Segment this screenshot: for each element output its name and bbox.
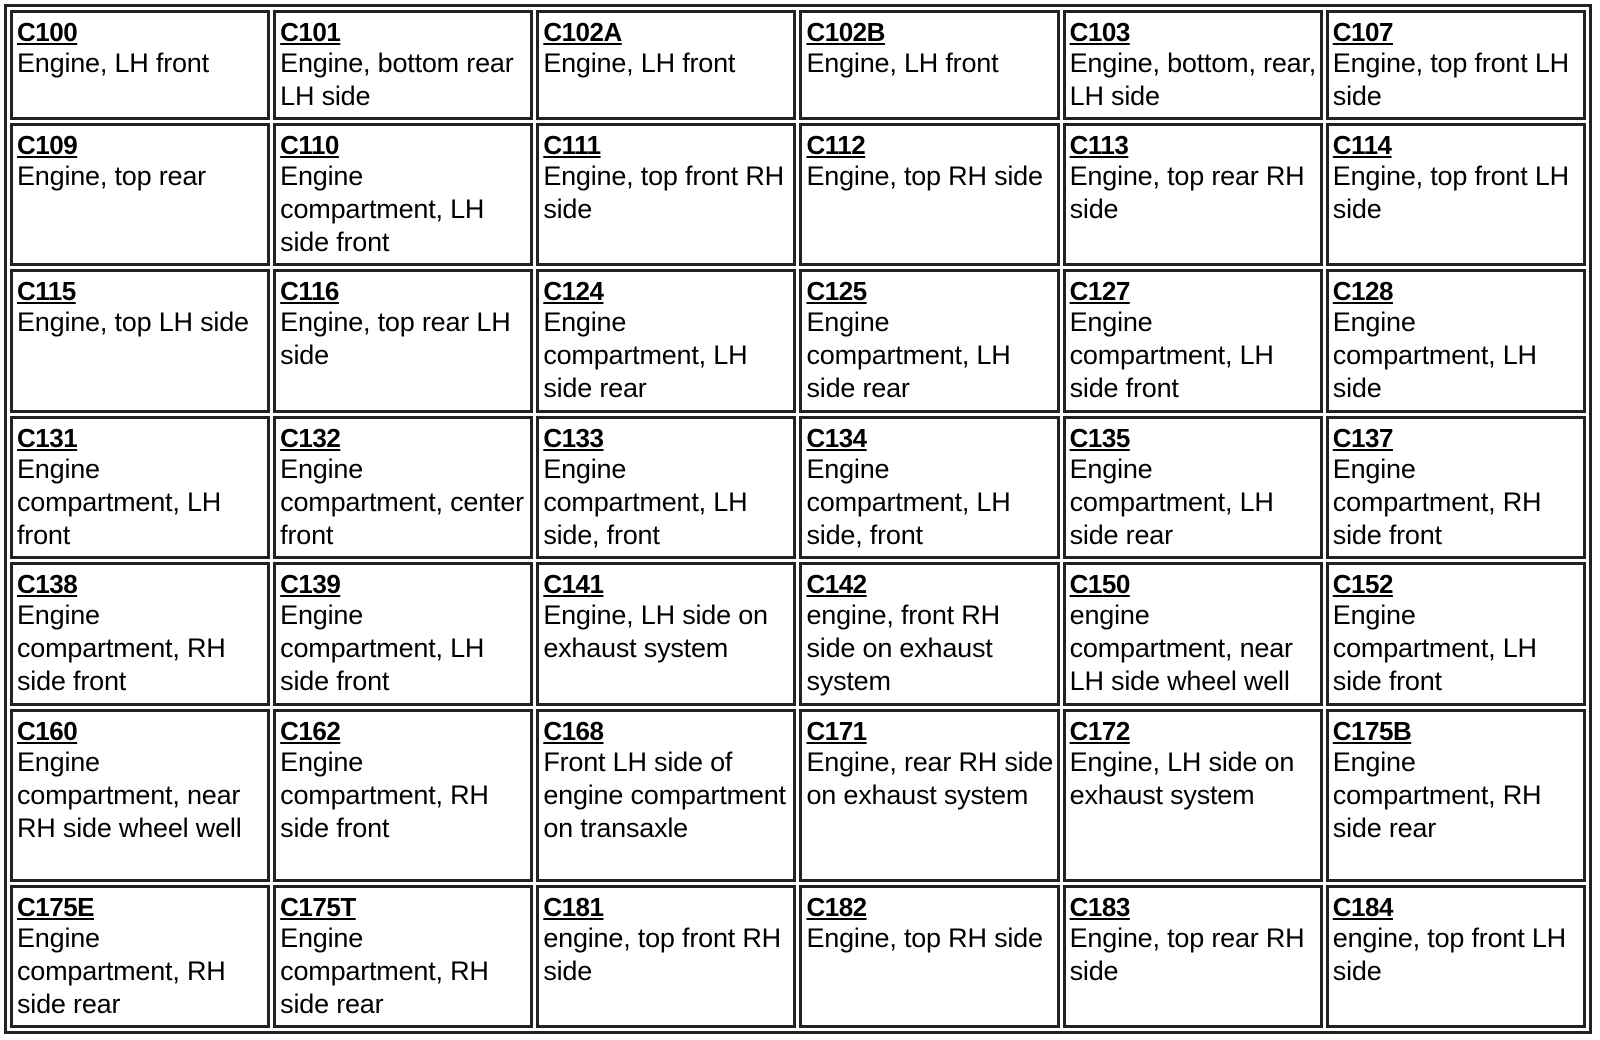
- table-cell: [799, 10, 1059, 120]
- connector-code-link[interactable]: C128: [1332, 276, 1393, 307]
- table-cell: [799, 709, 1059, 882]
- connector-location: Engine, top rear LH side: [280, 307, 511, 371]
- table-row: [10, 416, 1586, 559]
- table-cell: [536, 709, 796, 882]
- table-cell: [273, 416, 533, 559]
- connector-location: Engine, LH front: [806, 48, 999, 78]
- connector-code-link[interactable]: C103: [1069, 17, 1130, 47]
- connector-location: Engine compartment, RH side front: [280, 746, 489, 843]
- connector-code-link[interactable]: C110: [280, 129, 339, 160]
- connector-location-table: [4, 4, 1592, 1034]
- connector-location: Engine, top rear RH side: [1069, 160, 1305, 224]
- table-cell: [10, 416, 270, 559]
- table-cell: [273, 10, 533, 120]
- connector-code-link[interactable]: C124: [543, 276, 604, 307]
- connector-code-link[interactable]: C116: [280, 276, 339, 307]
- connector-code-link[interactable]: C127: [1069, 276, 1130, 307]
- connector-location: Engine compartment, LH side rear: [806, 307, 1011, 404]
- connector-code-link[interactable]: C182: [806, 891, 867, 922]
- table-cell: [536, 269, 796, 412]
- connector-code-link[interactable]: C183: [1069, 891, 1130, 922]
- connector-location: Engine, LH side on exhaust system: [543, 600, 768, 664]
- connector-code-link[interactable]: C150: [1069, 569, 1130, 600]
- connector-code-link[interactable]: C133: [543, 422, 604, 453]
- connector-code-link[interactable]: C102B: [806, 17, 885, 47]
- connector-code-link[interactable]: C142: [806, 569, 867, 600]
- table-cell: [799, 123, 1059, 266]
- table-cell: [1063, 709, 1323, 882]
- table-cell: [1063, 123, 1323, 266]
- connector-location: Engine, top front LH side: [1332, 48, 1569, 111]
- connector-code-link[interactable]: C131: [17, 422, 78, 453]
- table-row: [10, 123, 1586, 266]
- table-cell: [10, 709, 270, 882]
- connector-location: engine, front RH side on exhaust system: [806, 600, 1000, 697]
- connector-code-link[interactable]: C160: [17, 715, 78, 746]
- connector-code-link[interactable]: C115: [17, 276, 76, 307]
- connector-location: Engine, rear RH side on exhaust system: [806, 746, 1054, 810]
- connector-location: engine, top front LH side: [1332, 922, 1566, 986]
- table-cell: [536, 123, 796, 266]
- connector-location: Engine compartment, LH side rear: [543, 307, 748, 404]
- connector-code-link[interactable]: C134: [806, 422, 867, 453]
- connector-location: engine, top front RH side: [543, 922, 781, 986]
- table-row: [10, 10, 1586, 120]
- table-cell: [1326, 709, 1586, 882]
- connector-code-link[interactable]: C112: [806, 129, 866, 160]
- connector-location: Engine compartment, LH side: [1332, 307, 1537, 404]
- table-cell: [10, 562, 270, 705]
- connector-location: Engine compartment, RH side rear: [17, 922, 226, 1019]
- connector-location: engine compartment, near LH side wheel well: [1069, 600, 1293, 697]
- table-cell: [1063, 562, 1323, 705]
- connector-code-link[interactable]: C111: [543, 129, 601, 160]
- connector-location: Engine, top rear: [17, 160, 206, 191]
- table-row: [10, 709, 1586, 882]
- connector-code-link[interactable]: C162: [280, 715, 341, 746]
- connector-code-link[interactable]: C102A: [543, 17, 622, 47]
- connector-code-link[interactable]: C135: [1069, 422, 1130, 453]
- table-cell: [1063, 10, 1323, 120]
- connector-location: Engine, top front RH side: [543, 160, 784, 224]
- table-cell: [1326, 123, 1586, 266]
- table-cell: [536, 10, 796, 120]
- table-cell: [1326, 562, 1586, 705]
- connector-location: Engine compartment, RH side front: [1332, 453, 1542, 550]
- table-cell: [273, 885, 533, 1028]
- table-cell: [1326, 10, 1586, 120]
- connector-location: Engine compartment, LH side, front: [806, 453, 1011, 550]
- connector-location: Engine, top rear RH side: [1069, 922, 1305, 986]
- table-cell: [273, 562, 533, 705]
- connector-location: Engine compartment, LH side front: [1332, 600, 1537, 697]
- connector-location: Engine compartment, RH side rear: [280, 922, 489, 1019]
- connector-location: Engine compartment, RH side rear: [1332, 746, 1542, 843]
- table-cell: [10, 885, 270, 1028]
- table-cell: [273, 269, 533, 412]
- connector-location: Front LH side of engine compartment on transaxle: [543, 746, 786, 843]
- connector-code-link[interactable]: C109: [17, 129, 78, 160]
- connector-location: Engine compartment, LH side rear: [1069, 453, 1274, 550]
- connector-code-link[interactable]: C175E: [17, 891, 94, 922]
- connector-code-link[interactable]: C101: [280, 17, 341, 47]
- table-row: [10, 885, 1586, 1028]
- connector-location: Engine compartment, LH side front: [280, 160, 485, 257]
- connector-code-link[interactable]: C168: [543, 715, 604, 746]
- connector-code-link[interactable]: C171: [806, 715, 867, 746]
- table-cell: [1326, 885, 1586, 1028]
- connector-location: Engine, LH front: [17, 48, 209, 78]
- connector-location: Engine, top front LH side: [1332, 160, 1569, 224]
- connector-code-link[interactable]: C114: [1332, 129, 1392, 160]
- table-cell: [273, 123, 533, 266]
- connector-code-link[interactable]: C184: [1332, 891, 1393, 922]
- connector-code-link[interactable]: C181: [543, 891, 604, 922]
- connector-code-link[interactable]: C113: [1069, 129, 1129, 160]
- table-cell: [536, 416, 796, 559]
- table-cell: [1063, 269, 1323, 412]
- table-cell: [10, 10, 270, 120]
- connector-location: Engine, LH side on exhaust system: [1069, 746, 1295, 810]
- table-cell: [273, 709, 533, 882]
- table-cell: [1326, 416, 1586, 559]
- connector-location: Engine, top LH side: [17, 307, 249, 338]
- table-row: [10, 269, 1586, 412]
- connector-code-link[interactable]: C125: [806, 276, 867, 307]
- connector-location: Engine, bottom rear LH side: [280, 48, 514, 111]
- table-cell: [536, 885, 796, 1028]
- connector-location: Engine, bottom, rear, LH side: [1069, 48, 1317, 111]
- connector-code-link[interactable]: C137: [1332, 422, 1393, 453]
- connector-code-link[interactable]: C175T: [280, 891, 356, 922]
- table-cell: [1326, 269, 1586, 412]
- table-cell: [799, 269, 1059, 412]
- connector-code-link[interactable]: C141: [543, 569, 604, 600]
- connector-location: Engine, top RH side: [806, 160, 1043, 191]
- connector-code-link[interactable]: C175B: [1332, 715, 1412, 746]
- table-cell: [1063, 885, 1323, 1028]
- table-cell: [799, 562, 1059, 705]
- connector-code-link[interactable]: C138: [17, 569, 78, 600]
- connector-code-link[interactable]: C139: [280, 569, 341, 600]
- connector-location: Engine compartment, LH side front: [280, 600, 485, 697]
- connector-location: Engine compartment, near RH side wheel well: [17, 746, 242, 843]
- connector-code-link[interactable]: C100: [17, 17, 78, 47]
- connector-location: Engine compartment, center front: [280, 453, 524, 550]
- connector-location: Engine compartment, LH side front: [1069, 307, 1274, 404]
- connector-code-link[interactable]: C132: [280, 422, 341, 453]
- connector-location: Engine, top RH side: [806, 922, 1043, 953]
- connector-location: Engine, LH front: [543, 48, 736, 78]
- connector-location: Engine compartment, LH side, front: [543, 453, 748, 550]
- table-cell: [799, 885, 1059, 1028]
- connector-location: Engine compartment, RH side front: [17, 600, 226, 697]
- table-row: [10, 562, 1586, 705]
- connector-code-link[interactable]: C107: [1332, 17, 1393, 47]
- connector-code-link[interactable]: C172: [1069, 715, 1130, 746]
- table-cell: [536, 562, 796, 705]
- table-cell: [1063, 416, 1323, 559]
- connector-code-link[interactable]: C152: [1332, 569, 1393, 600]
- connector-location: Engine compartment, LH front: [17, 453, 222, 550]
- table-cell: [10, 269, 270, 412]
- table-cell: [10, 123, 270, 266]
- table-cell: [799, 416, 1059, 559]
